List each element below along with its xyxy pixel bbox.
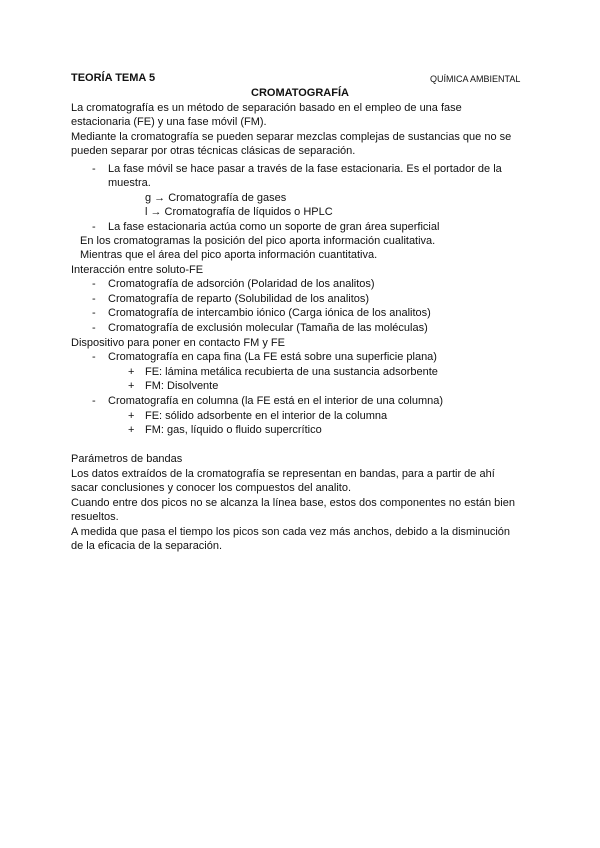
bands-heading: Parámetros de bandas (71, 453, 183, 465)
bands-line: resueltos. (71, 511, 119, 523)
list-plus: + (128, 366, 135, 378)
phase-item: La fase estacionaria actúa como un soporte de gran área superficial (108, 221, 440, 233)
device-subitem: FE: sólido adsorbente en el interior de la columna (145, 410, 388, 422)
phase-item: La fase móvil se hace pasar a través de la fase estacionaria. Es el portador de la (108, 163, 502, 175)
device-subitem: FE: lámina metálica recubierta de una sustancia adsorbente (145, 366, 438, 378)
list-dash: - (92, 307, 96, 319)
list-dash: - (92, 395, 96, 407)
list-dash: - (92, 163, 96, 175)
peaks-line: Mientras que el área del pico aporta información cuantitativa. (80, 249, 378, 261)
interaction-item: Cromatografía de reparto (Solubilidad de los analitos) (108, 293, 370, 305)
peaks-line: En los cromatogramas la posición del pico aporta información cualitativa. (80, 235, 436, 247)
header-left: TEORÍA TEMA 5 (71, 72, 156, 84)
device-subitem: FM: Disolvente (145, 380, 219, 392)
list-plus: + (128, 380, 135, 392)
intro-line: La cromatografía es un método de separación basado en el empleo de una fase (71, 102, 462, 114)
bands-line: sacar conclusiones y conocer los compuestos del analito. (71, 482, 352, 494)
device-item: Cromatografía en capa fina (La FE está sobre una superficie plana) (108, 351, 437, 363)
intro-line: pueden separar por otras técnicas clásicas de separación. (71, 145, 356, 157)
interaction-item: Cromatografía de intercambio iónico (Carga iónica de los analitos) (108, 307, 431, 319)
interaction-item: Cromatografía de adsorción (Polaridad de los analitos) (108, 278, 375, 290)
list-dash: - (92, 322, 96, 334)
phase-item: muestra. (108, 177, 151, 189)
intro-line: estacionaria (FE) y una fase móvil (FM). (71, 116, 267, 128)
phase-subitem: g → Cromatografía de gases (145, 192, 287, 204)
list-dash: - (92, 278, 96, 290)
list-plus: + (128, 424, 135, 436)
device-subitem: FM: gas, líquido o fluido supercrítico (145, 424, 322, 436)
bands-line: A medida que pasa el tiempo los picos son cada vez más anchos, debido a la disminución (71, 526, 511, 538)
interaction-item: Cromatografía de exclusión molecular (Tamaña de las moléculas) (108, 322, 428, 334)
bands-line: Los datos extraídos de la cromatografía se representan en bandas, para a partir de ahí (71, 468, 495, 480)
list-dash: - (92, 351, 96, 363)
page-title: CROMATOGRAFÍA (251, 87, 349, 99)
header-right: QUÍMICA AMBIENTAL (430, 74, 521, 84)
list-dash: - (92, 293, 96, 305)
bands-line: de la eficacia de la separación. (71, 540, 223, 552)
bands-line: Cuando entre dos picos no se alcanza la línea base, estos dos componentes no están bien (71, 497, 515, 509)
intro-line: Mediante la cromatografía se pueden separar mezclas complejas de sustancias que no se (71, 131, 512, 143)
phase-subitem: l → Cromatografía de líquidos o HPLC (145, 206, 333, 218)
list-plus: + (128, 410, 135, 422)
device-item: Cromatografía en columna (la FE está en el interior de una columna) (108, 395, 444, 407)
list-dash: - (92, 221, 96, 233)
interaction-heading: Interacción entre soluto-FE (71, 264, 204, 276)
device-heading: Dispositivo para poner en contacto FM y FE (71, 337, 285, 349)
